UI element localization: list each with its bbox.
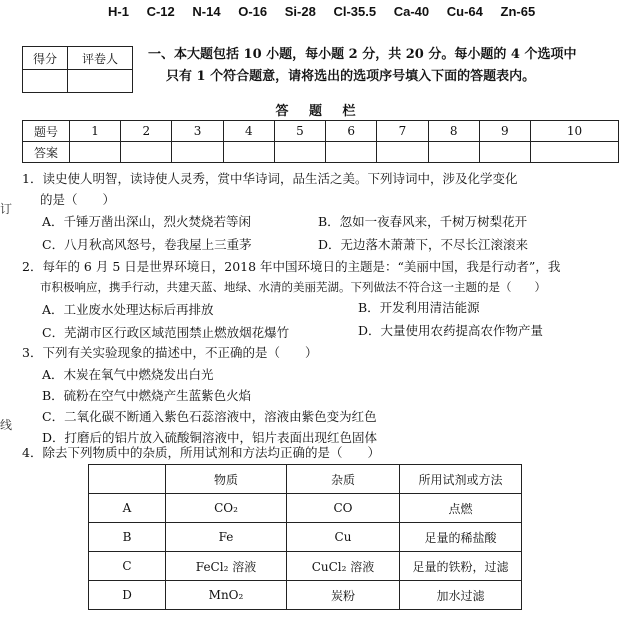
q3-option-d: D．打磨后的铝片放入硫酸铜溶液中，铝片表面出现红色固体 [42, 430, 378, 445]
table-cell: 加水过滤 [400, 581, 522, 610]
table-cell: Fe [166, 523, 287, 552]
section-line: 一、本大题包括 10 小题，每小题 2 分，共 20 分。每小题的 4 个选项中 [148, 47, 577, 62]
table-cell: 足量的稀盐酸 [400, 523, 522, 552]
table-cell: CO [287, 494, 400, 523]
table-cell: CO₂ [166, 494, 287, 523]
section-line: 只有 1 个符合题意，请将选出的选项序号填入下面的答题表内。 [166, 69, 536, 84]
answer-row [23, 142, 619, 163]
q4-table [88, 464, 522, 610]
header-cell [89, 465, 166, 494]
table-cell: FeCl₂ 溶液 [166, 552, 287, 581]
table-cell: 炭粉 [287, 581, 400, 610]
answer-cell[interactable] [70, 142, 121, 163]
stem-line: 1．读史使人明智，读诗使人灵秀，赏中华诗词，品生活之美。下列诗词中，涉及化学变化 [22, 171, 518, 186]
question-number: 9 [479, 121, 530, 142]
atomic-mass: Ca-40 [393, 4, 430, 19]
question-number: 4 [223, 121, 274, 142]
score-box [22, 46, 133, 93]
q3-option-a: A．木炭在氧气中燃烧发出白光 [42, 367, 214, 382]
q2-option-d: D．大量使用农药提高农作物产量 [358, 323, 544, 338]
score-label: 得分 [23, 47, 68, 70]
q3-option-b: B．硫粉在空气中燃烧产生蓝紫色火焰 [42, 388, 252, 403]
answer-cell[interactable] [530, 142, 618, 163]
question-number: 3 [172, 121, 223, 142]
atomic-mass: C-12 [146, 4, 175, 19]
answer-table [22, 120, 619, 163]
q1-option-d: D．无边落木萧萧下，不尽长江滚滚来 [318, 237, 529, 252]
answer-table-title: 答 题 栏 [275, 104, 364, 119]
q2-option-c: C．芜湖市区行政区域范围禁止燃放烟花爆竹 [42, 325, 290, 340]
question-number: 10 [530, 121, 618, 142]
q1-option-a: A．千锤万凿出深山，烈火焚烧若等闲 [42, 214, 252, 229]
binding-mark: 订 [0, 202, 13, 216]
table-row [89, 523, 522, 552]
stem-line: 的是（ ） [40, 192, 116, 207]
q1-option-b: B．忽如一夜春风来，千树万树梨花开 [318, 214, 528, 229]
stem-line: 3．下列有关实验现象的描述中，不正确的是（ ） [22, 345, 318, 360]
question-3-stem [22, 342, 622, 363]
atomic-mass: Si-28 [284, 4, 316, 19]
atomic-mass: O-16 [238, 4, 268, 19]
row-label: 答案 [23, 142, 70, 163]
q3-option-c: C．二氧化碳不断通入紫色石蕊溶液中，溶液由紫色变为红色 [42, 409, 377, 424]
row-label: 题号 [23, 121, 70, 142]
question-number: 8 [428, 121, 479, 142]
header-cell: 物质 [166, 465, 287, 494]
q2-option-b: B．开发利用清洁能源 [358, 300, 480, 315]
atomic-masses [108, 4, 609, 19]
answer-number-row [23, 121, 619, 142]
question-number: 6 [326, 121, 377, 142]
stem-line: 2．每年的 6 月 5 日是世界环境日，2018 年中国环境日的主题是：“美丽中国，我是行动者”，我 [22, 259, 561, 274]
table-cell: B [89, 523, 166, 552]
answer-cell[interactable] [479, 142, 530, 163]
question-number: 2 [121, 121, 172, 142]
stem-line: 4．除去下列物质中的杂质，所用试剂和方法均正确的是（ ） [22, 445, 380, 460]
atomic-mass: Zn-65 [500, 4, 536, 19]
question-2-stem [22, 256, 622, 298]
table-cell: 点燃 [400, 494, 522, 523]
table-cell: MnO₂ [166, 581, 287, 610]
header-cell: 杂质 [287, 465, 400, 494]
atomic-mass: N-14 [192, 4, 221, 19]
table-row [89, 581, 522, 610]
answer-cell[interactable] [223, 142, 274, 163]
question-number: 1 [70, 121, 121, 142]
table-cell: Cu [287, 523, 400, 552]
question-number: 5 [274, 121, 325, 142]
answer-cell[interactable] [326, 142, 377, 163]
table-header-row [89, 465, 522, 494]
table-cell: 足量的铁粉，过滤 [400, 552, 522, 581]
table-row [89, 552, 522, 581]
table-cell: CuCl₂ 溶液 [287, 552, 400, 581]
atomic-mass: Cl-35.5 [333, 4, 377, 19]
table-cell: D [89, 581, 166, 610]
grader-label: 评卷人 [68, 47, 133, 70]
question-1-stem [22, 168, 622, 210]
stem-line: 市积极响应，携手行动，共建天蓝、地绿、水清的美丽芜湖。下列做法不符合这一主题的是（ ） [40, 280, 546, 294]
atomic-mass: H-1 [108, 4, 129, 19]
section-instructions [148, 44, 618, 88]
answer-cell[interactable] [377, 142, 428, 163]
table-row [89, 494, 522, 523]
grader-cell[interactable] [68, 70, 133, 93]
q2-option-a: A．工业废水处理达标后再排放 [42, 302, 214, 317]
table-cell: A [89, 494, 166, 523]
answer-cell[interactable] [428, 142, 479, 163]
answer-cell[interactable] [274, 142, 325, 163]
binding-mark: 线 [0, 418, 13, 432]
header-cell: 所用试剂或方法 [400, 465, 522, 494]
score-cell[interactable] [23, 70, 68, 93]
q1-option-c: C．八月秋高风怒号，卷我屋上三重茅 [42, 237, 252, 252]
question-number: 7 [377, 121, 428, 142]
answer-cell[interactable] [121, 142, 172, 163]
question-4-stem [22, 442, 622, 463]
answer-cell[interactable] [172, 142, 223, 163]
atomic-mass: Cu-64 [446, 4, 483, 19]
table-cell: C [89, 552, 166, 581]
